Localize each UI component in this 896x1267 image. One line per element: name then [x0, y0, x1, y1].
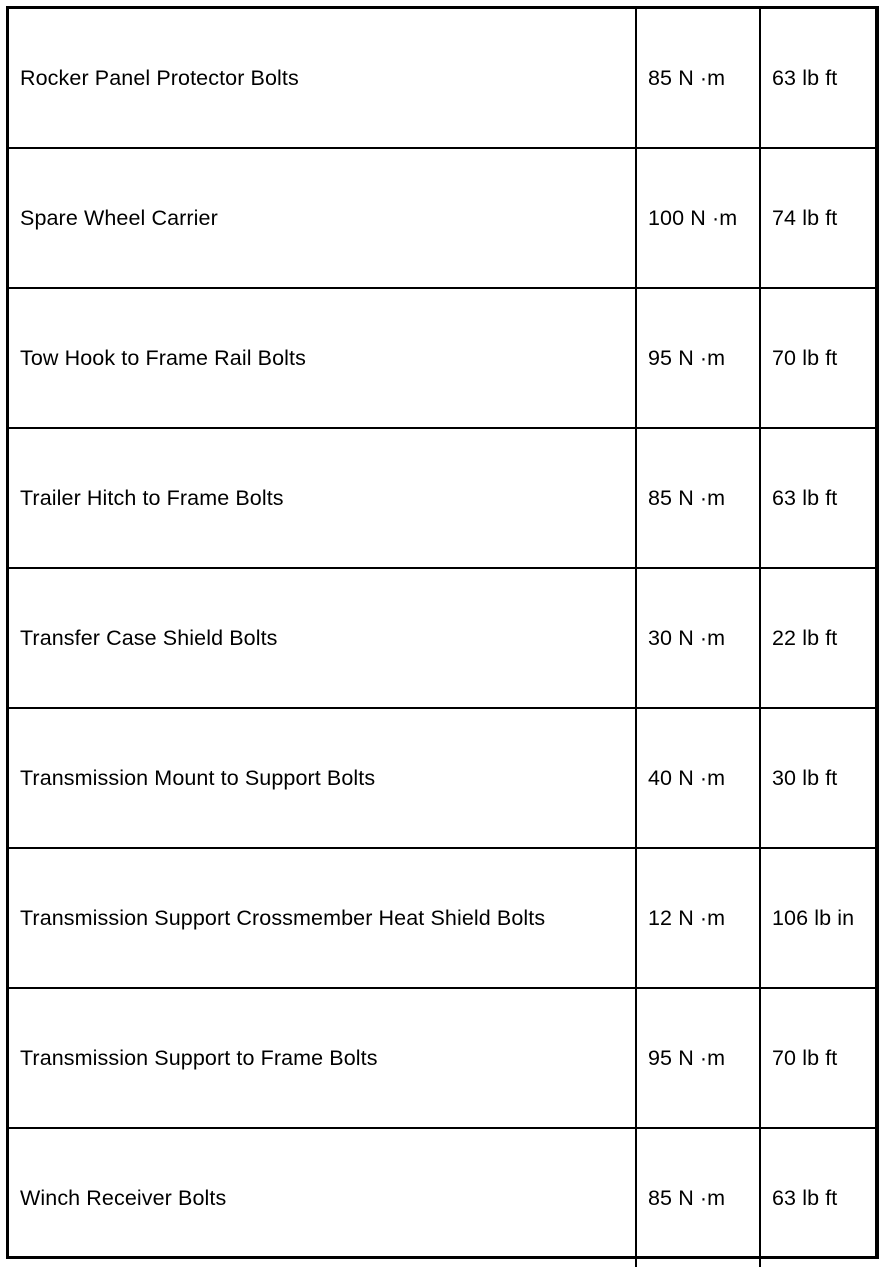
- table-row: [9, 708, 875, 848]
- table-row: [9, 428, 875, 568]
- imperial-torque-cell: 22 lb ft: [760, 568, 875, 708]
- fastener-specification-table: [9, 9, 875, 1267]
- metric-torque-cell: 95 N ·m: [636, 288, 760, 428]
- imperial-torque-cell: 63 lb ft: [760, 9, 875, 148]
- metric-torque-cell: 30 N ·m: [636, 568, 760, 708]
- imperial-torque-cell: 30 lb ft: [760, 708, 875, 848]
- metric-torque-cell: 12 N ·m: [636, 848, 760, 988]
- metric-torque-cell: 85 N ·m: [636, 1128, 760, 1267]
- fastener-name-cell: Trailer Hitch to Frame Bolts: [9, 428, 636, 568]
- imperial-torque-cell: 63 lb ft: [760, 1128, 875, 1267]
- imperial-torque-cell: 70 lb ft: [760, 988, 875, 1128]
- imperial-torque-cell: 63 lb ft: [760, 428, 875, 568]
- fastener-name-cell: Transmission Support to Frame Bolts: [9, 988, 636, 1128]
- fastener-name-cell: Transfer Case Shield Bolts: [9, 568, 636, 708]
- table-row: [9, 288, 875, 428]
- metric-torque-cell: 85 N ·m: [636, 428, 760, 568]
- metric-torque-cell: 85 N ·m: [636, 9, 760, 148]
- table-row: [9, 148, 875, 288]
- table-row: [9, 988, 875, 1128]
- fastener-name-cell: Transmission Mount to Support Bolts: [9, 708, 636, 848]
- metric-torque-cell: 95 N ·m: [636, 988, 760, 1128]
- table-row: [9, 568, 875, 708]
- fastener-name-cell: Winch Receiver Bolts: [9, 1128, 636, 1267]
- fastener-specification-table-frame: [6, 6, 879, 1259]
- table-row: [9, 848, 875, 988]
- metric-torque-cell: 40 N ·m: [636, 708, 760, 848]
- fastener-name-cell: Tow Hook to Frame Rail Bolts: [9, 288, 636, 428]
- imperial-torque-cell: 106 lb in: [760, 848, 875, 988]
- fastener-name-cell: Transmission Support Crossmember Heat Shield Bolts: [9, 848, 636, 988]
- imperial-torque-cell: 70 lb ft: [760, 288, 875, 428]
- metric-torque-cell: 100 N ·m: [636, 148, 760, 288]
- table-row: [9, 9, 875, 148]
- imperial-torque-cell: 74 lb ft: [760, 148, 875, 288]
- table-row: [9, 1128, 875, 1267]
- fastener-name-cell: Rocker Panel Protector Bolts: [20, 65, 299, 90]
- fastener-name-cell: Spare Wheel Carrier: [9, 148, 636, 288]
